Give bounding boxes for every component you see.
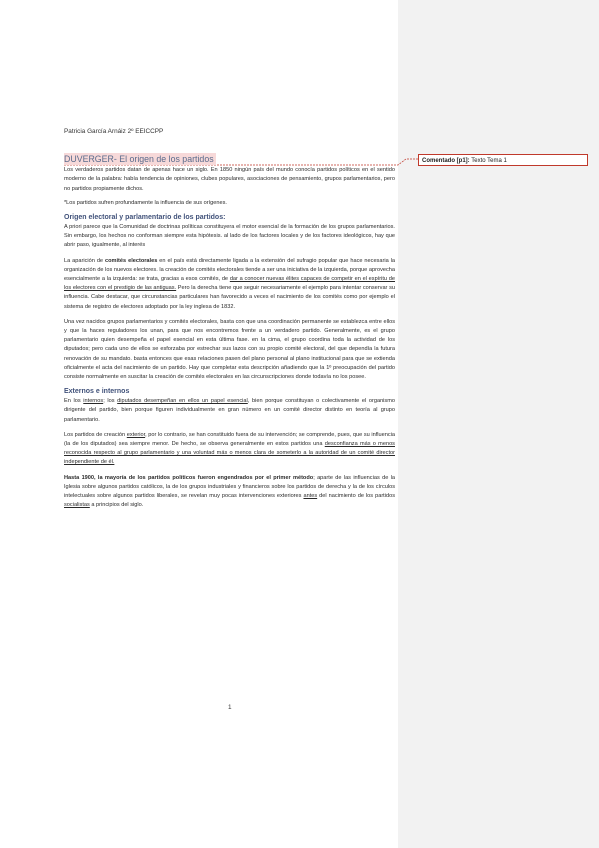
intro-paragraph-2: *Los partidos sufren profundamente la influencia de sus orígenes. xyxy=(64,199,227,206)
document-title[interactable]: DUVERGER- El origen de los partidos xyxy=(64,154,214,164)
section2-paragraph-3: Hasta 1900, la mayoría de los partidos políticos fueron engendrados por el primer método; aparte de las influencias de la Iglesia sobre algunos partidos católicos, la de los grupos industriales y financieros sobre los partidos de derecha y la de los círculos intelectuales sobre algunos partidos liberales, se revelan muy pocas intervenciones exteriores antes del nacimiento de los partidos socialistas a principios del siglo. xyxy=(64,474,395,509)
comment-label: Comentado [p1]: xyxy=(422,158,470,164)
section1-paragraph-1: A priori parece que la Comunidad de doctrinas políticas constituyera el motor esencial de la formación de los grupos parlamentarios. Sin embargo, los hechos no conforman siempre esta hipótesis. al lado de los factores locales y de los factores ideológicos, hay que abrir paso, igualmente, al interés xyxy=(64,224,395,249)
section-heading-origin: Origen electoral y parlamentario de los partidos: xyxy=(64,214,226,222)
section-heading-external-internal: Externos e internos xyxy=(64,388,130,396)
comment-balloon[interactable] xyxy=(418,154,588,166)
section1-paragraph-3: Una vez nacidos grupos parlamentarios y comités electorales, basta con que una coordinación permanente se establezca entre ellos y que la haces reguladores los unan, para que nos encontremos frente a un verdadero partido. Generalmente, es el grupo parlamentario quien desempeña el papel esencial en esta última fase. en la cima, el grupo coordina toda la actividad de los diputados; pero cada uno de ellos se esforzaba por estrechar sus lazos con su propio comité electoral, del que dependía la futura renovación de su mandato. basta entonces que esas relaciones pasen del plano personal al plano institucional para que se extienda oficialmente el acta del nacimiento de un partido. Hay que completar esta descripción añadiendo que la 1º preocupación del partido consiste normalmente en suscitar la creación de comités electorales en las circunscripciones donde todavía no los posee. xyxy=(64,318,395,381)
comment-text: Texto Tema 1 xyxy=(471,158,507,164)
page-number: 1 xyxy=(228,704,232,711)
comment-margin-pane xyxy=(398,0,599,848)
intro-paragraph-1: Los verdaderos partidos datan de apenas hace un siglo. En 1850 ningún país del mundo conocía partidos políticos en el sentido moderno de la palabra: había tendencia de opiniones, clubes populares, asociaciones de pensamiento, grupos parlamentarios, pero no partidos propiamente dichos. xyxy=(64,167,395,192)
section2-paragraph-1: En los internos; los diputados desempeñan en ellos un papel esencial, bien porque constituyan o colectivamente el organismo dirigente del partido, bien porque figuren individualmente en gran número en un comité director distinto en teoría al grupo parlamentario. xyxy=(64,398,395,423)
document-body xyxy=(64,153,395,516)
section2-paragraph-2: Los partidos de creación exterior, por lo contrario, se han constituido fuera de su intervención; se comprende, pues, que su influencia (la de los diputados) sea siempre menor. De hecho, se observa generalmente en estos partidos una desconfianza más o menos reconocida respecto al grupo parlamentario y una voluntad más o menos clara de someterlo a la autoridad de un comité director independiente de él. xyxy=(64,431,395,466)
author-line: Patricia García Arnáiz 2º EEICCPP xyxy=(64,128,164,135)
section1-paragraph-2: La aparición de comités electorales en el país está directamente ligada a la extensión del sufragio popular que hace necesaria la organización de los nuevos electores. la creación de comités electorales tiende a ser una iniciativa de la izquierda, porque aprovecha esencialmente a la izquierda: se trata, gracias a esos comités, de dar a conocer nuevas élites capaces de competir en el espíritu de los electores con el prestigio de las antiguas. Pero la derecha tiene que seguir necesariamente el ejemplo para intentar conservar su influencia. Cabe destacar, que circunstancias particulares han favorecido a veces el nacimiento de los comités como por ejemplo el sistema de registro de electores adoptado por la ley inglesa de 1832. xyxy=(64,257,396,310)
